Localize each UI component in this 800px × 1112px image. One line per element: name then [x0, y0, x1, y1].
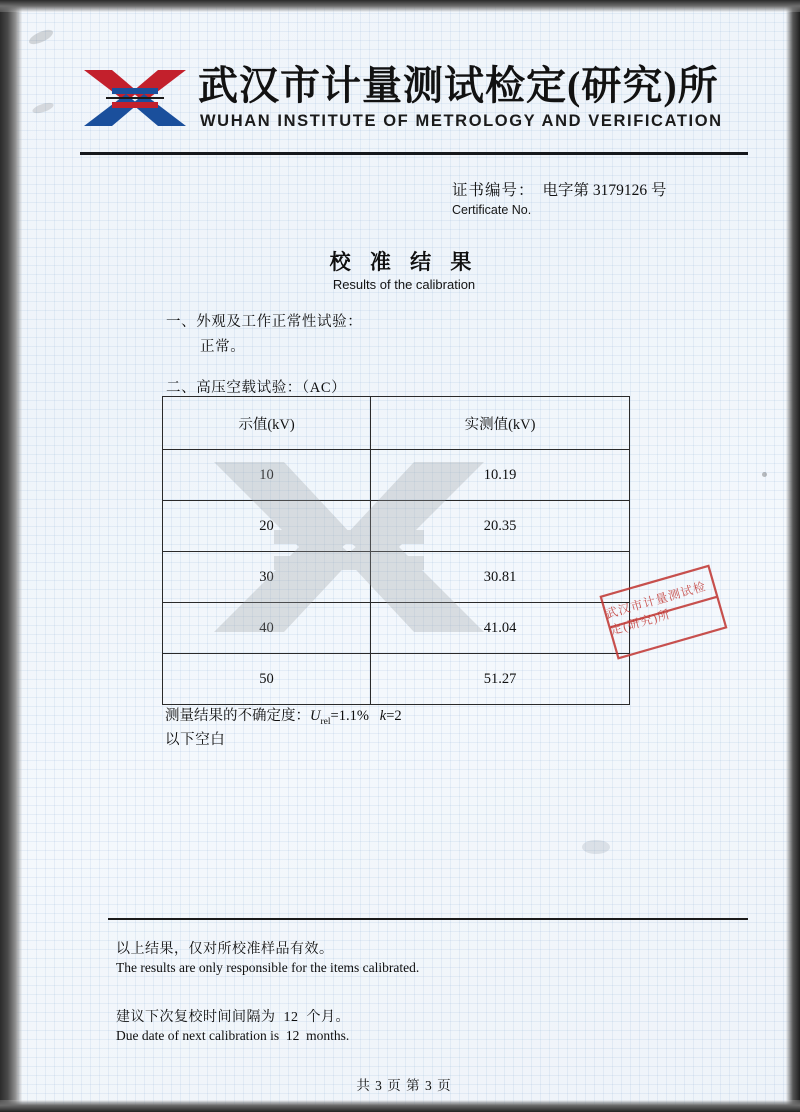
uncertainty-subscript: rel [320, 716, 331, 727]
uncertainty-value: =1.1% [330, 708, 369, 724]
cell-indicated: 10 [163, 450, 371, 501]
next-calibration-cn-suffix: 个月。 [306, 1010, 350, 1025]
certificate-number-block [452, 178, 732, 217]
scan-artifact [762, 472, 767, 477]
next-calibration-cn [116, 1006, 350, 1026]
certificate-label-cn: 证书编号： [452, 182, 535, 199]
table-body [163, 397, 630, 705]
next-calibration-cn-prefix: 建议下次复校时间间隔为 [116, 1010, 276, 1025]
table-row [163, 501, 630, 552]
table-header-row [163, 397, 630, 450]
organization-name-cn: 武汉市计量测试检定(研究)所 [198, 63, 719, 108]
cell-indicated: 20 [163, 501, 371, 552]
wuhan-metrology-logo-icon [82, 62, 188, 134]
cell-measured: 41.04 [371, 603, 630, 654]
next-calibration-en-value: 12 [285, 1028, 300, 1043]
certificate-label-en: Certificate No. [452, 203, 532, 217]
column-header-measured: 实测值(kV) [371, 397, 630, 450]
table-row [163, 603, 630, 654]
scan-artifact [31, 101, 54, 115]
table-row [163, 654, 630, 705]
header-divider [80, 152, 748, 155]
scan-edge-right [786, 0, 800, 1112]
next-calibration-en [116, 1028, 349, 1044]
page-title-en: Results of the calibration [332, 277, 476, 292]
document-sheet [22, 12, 786, 1100]
cell-indicated: 30 [163, 552, 371, 603]
coverage-factor-value: =2 [386, 708, 402, 724]
scan-edge-bottom [0, 1100, 800, 1112]
next-calibration-cn-value: 12 [283, 1010, 299, 1025]
footer-divider [108, 918, 748, 920]
stamp-text: 武汉市计量测试检定(研究)所 [603, 579, 708, 638]
cell-measured: 51.27 [371, 654, 630, 705]
next-calibration-en-suffix: months. [306, 1028, 350, 1043]
footer-note-en: The results are only responsible for the items calibrated. [116, 960, 420, 975]
table-row [163, 552, 630, 603]
blank-below-note: 以下空白 [165, 732, 226, 748]
cell-measured: 20.35 [371, 501, 630, 552]
uncertainty-statement [165, 704, 402, 727]
cell-measured: 30.81 [371, 552, 630, 603]
calibration-results-table [162, 396, 630, 705]
certificate-number-value: 电字第 3179126 号 [542, 182, 667, 199]
next-calibration-en-prefix: Due date of next calibration is [116, 1028, 280, 1043]
scan-edge-top [0, 0, 800, 12]
uncertainty-prefix: 测量结果的不确定度： [165, 708, 310, 724]
scan-artifact [27, 27, 55, 47]
organization-name-en: WUHAN INSTITUTE OF METROLOGY AND VERIFICATION [200, 112, 723, 130]
footer-note-cn: 以上结果，仅对所校准样品有效。 [116, 942, 334, 957]
table-row [163, 450, 630, 501]
page-title-cn: 校 准 结 果 [329, 250, 479, 274]
cell-indicated: 50 [163, 654, 371, 705]
section-1-heading: 一、外观及工作正常性试验： [166, 314, 363, 330]
cell-measured: 10.19 [371, 450, 630, 501]
section-2-heading: 二、高压空载试验：（AC） [166, 380, 347, 396]
document-header [82, 54, 742, 162]
column-header-indicated: 示值(kV) [163, 397, 371, 450]
scan-edge-left [0, 0, 22, 1112]
section-1-value: 正常。 [200, 339, 246, 355]
page-number: 共 3 页 第 3 页 [356, 1078, 452, 1093]
uncertainty-symbol: U [310, 708, 321, 724]
scan-artifact [582, 840, 610, 854]
cell-indicated: 40 [163, 603, 371, 654]
coverage-factor-label: k [379, 708, 387, 724]
